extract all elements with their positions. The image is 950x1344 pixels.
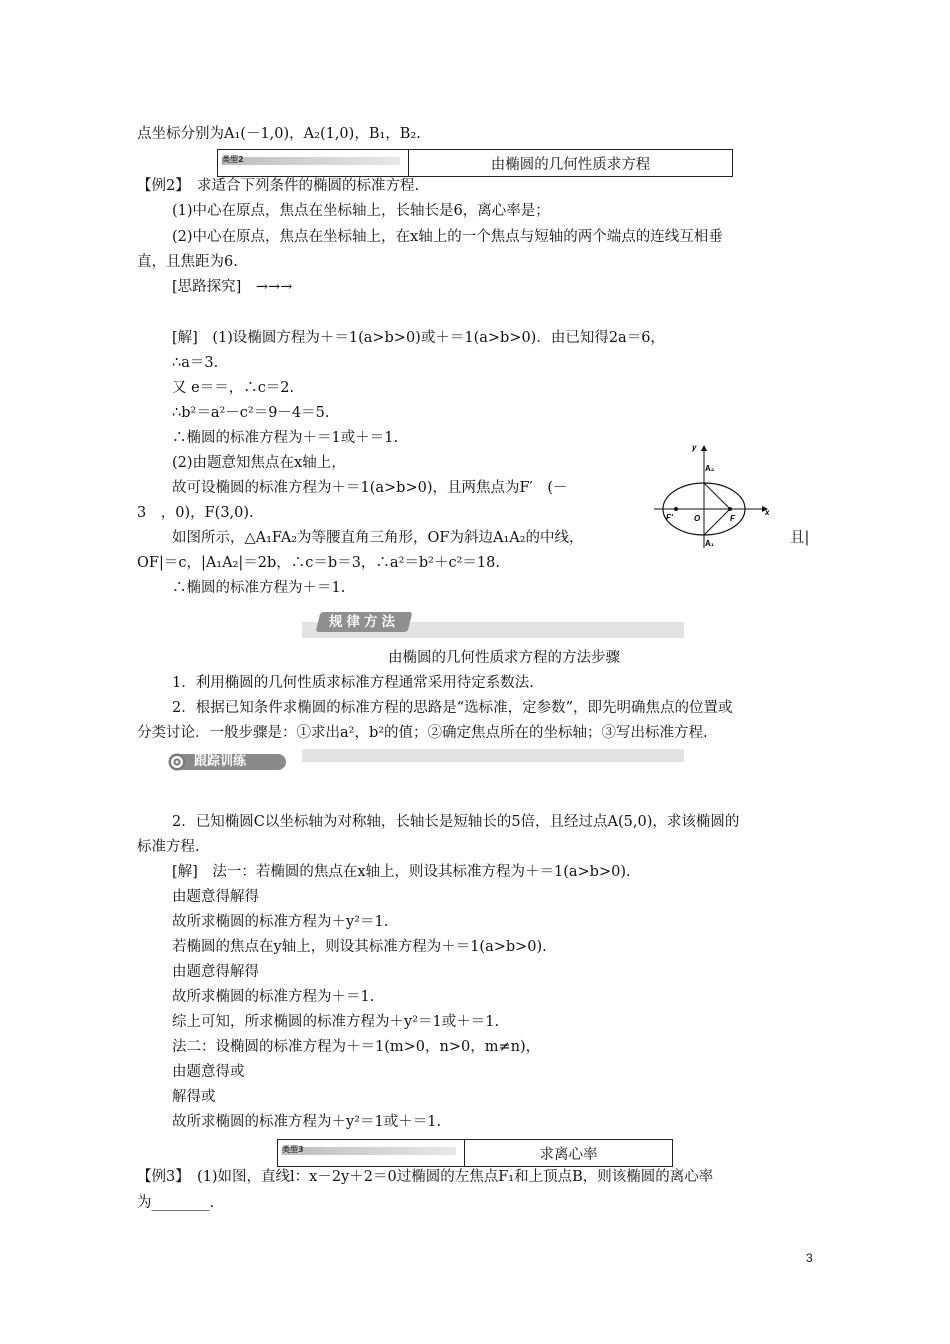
type3-tag: 类型3 (282, 1145, 304, 1154)
text-line: 为________. (137, 1195, 215, 1211)
label-a2: A₂ (705, 464, 715, 473)
exercise-line: [解] 法一：若椭圆的焦点在x轴上，则设其标准方程为＋＝1(a>b>0). (172, 864, 631, 880)
exercise-line: 标准方程. (137, 839, 200, 855)
type3-title: 求离心率 (539, 1146, 598, 1163)
solution-line: ∴椭圆的标准方程为＋＝1. (172, 580, 346, 596)
solution-line: 且| (790, 530, 810, 546)
y-axis-label: y (692, 443, 697, 452)
method-line: 2．根据已知条件求椭圆的标准方程的思路是“选标准，定参数”，即先明确焦点的位置或 (172, 700, 733, 716)
exercise-line: 解得或 (172, 1089, 216, 1105)
method-line: 1．利用椭圆的几何性质求标准方程通常采用待定系数法. (172, 675, 534, 691)
type3-header (277, 1139, 673, 1167)
solution-line: 3 ，0)，F(3,0). (137, 505, 254, 521)
exercise-line: 由题意得或 (172, 1064, 245, 1080)
exercise-line: 法二：设椭圆的标准方程为＋＝1(m>0，n>0，m≠n)， (172, 1039, 541, 1055)
solution-line: ∴a＝3. (172, 355, 219, 371)
solution-line: OF|＝c，|A₁A₂|＝2b，∴c＝b＝3，∴a²＝b²＋c²＝18. (137, 555, 500, 571)
exercise-line: 2．已知椭圆C以坐标轴为对称轴，长轴长是短轴长的5倍，且经过点A(5,0)，求该椭圆的 (172, 814, 740, 830)
example-heading: 【例3】 (1)如图，直线l：x－2y＋2＝0过椭圆的左焦点F₁和上顶点B，则该椭圆的离心率 (137, 1169, 714, 1185)
exercise-line: 故所求椭圆的标准方程为＋＝1. (172, 989, 375, 1005)
label-f: F (730, 514, 735, 523)
method-band-bottom (302, 749, 684, 762)
example-heading: 【例2】 求适合下列条件的椭圆的标准方程. (137, 178, 420, 194)
type2-tag: 类型2 (222, 155, 244, 164)
solution-line: ∴椭圆的标准方程为＋＝1或＋＝1. (172, 430, 399, 446)
text-line: 点坐标分别为A₁(－1,0)，A₂(1,0)，B₁，B₂. (137, 126, 421, 142)
label-origin: O (694, 514, 701, 523)
focus-left-point (674, 507, 678, 511)
type2-label-bar (222, 157, 400, 165)
x-axis-label: x (765, 508, 770, 517)
solution-line: [解] (1)设椭圆方程为＋＝1(a>b>0)或＋＝1(a>b>0)．由已知得2a＝6， (172, 330, 665, 346)
exercise-line: 综上可知，所求椭圆的标准方程为＋y²＝1或＋＝1. (172, 1014, 500, 1030)
label-f-prime: F′ (666, 513, 673, 522)
exercise-line: 故所求椭圆的标准方程为＋y²＝1. (172, 914, 389, 930)
method-line: 分类讨论．一般步骤是：①求出a²，b²的值；②确定焦点所在的坐标轴；③写出标准方程. (137, 725, 708, 741)
solution-line: ∴b²＝a²－c²＝9－4＝5. (172, 405, 330, 421)
track-banner (164, 752, 288, 771)
solution-line: (2)由题意知焦点在x轴上， (172, 455, 346, 471)
method-banner (316, 612, 413, 632)
exercise-line: 故所求椭圆的标准方程为＋y²＝1或＋＝1. (172, 1114, 442, 1130)
method-banner-text: 规律方法 (329, 614, 399, 630)
target-icon (168, 753, 186, 771)
text-line: [思路探究] →→→ (172, 279, 293, 295)
track-banner-text: 跟踪训练 (194, 754, 247, 769)
solution-line: 故可设椭圆的标准方程为＋＝1(a>b>0)，且两焦点为F′ (－ (172, 480, 568, 496)
type2-header (217, 149, 733, 177)
exercise-line: 若椭圆的焦点在y轴上，则设其标准方程为＋＝1(a>b>0). (172, 939, 547, 955)
solution-line: 如图所示，△A₁FA₂为等腰直角三角形，OF为斜边A₁A₂的中线， (172, 530, 584, 546)
ellipse-figure (652, 440, 782, 552)
y-axis-arrow (701, 445, 707, 451)
page-number: 3 (806, 1251, 813, 1265)
type3-label-bar (282, 1147, 456, 1155)
solution-line: 又 e＝＝，∴c＝2. (172, 380, 295, 396)
type3-label (278, 1140, 465, 1166)
exercise-line: 由题意得解得 (172, 964, 259, 980)
type2-title: 由椭圆的几何性质求方程 (490, 156, 651, 173)
text-line: (2)中心在原点，焦点在坐标轴上，在x轴上的一个焦点与短轴的两个端点的连线互相垂 (172, 229, 723, 245)
focus-right-point (728, 507, 732, 511)
method-title: 由椭圆的几何性质求方程的方法步骤 (388, 650, 620, 666)
label-a1: A₁ (705, 539, 715, 548)
text-line: 直，且焦距为6. (137, 254, 238, 270)
text-line: (1)中心在原点，焦点在坐标轴上，长轴长是6，离心率是； (172, 203, 550, 219)
type2-label (218, 150, 409, 176)
exercise-line: 由题意得解得 (172, 889, 259, 905)
